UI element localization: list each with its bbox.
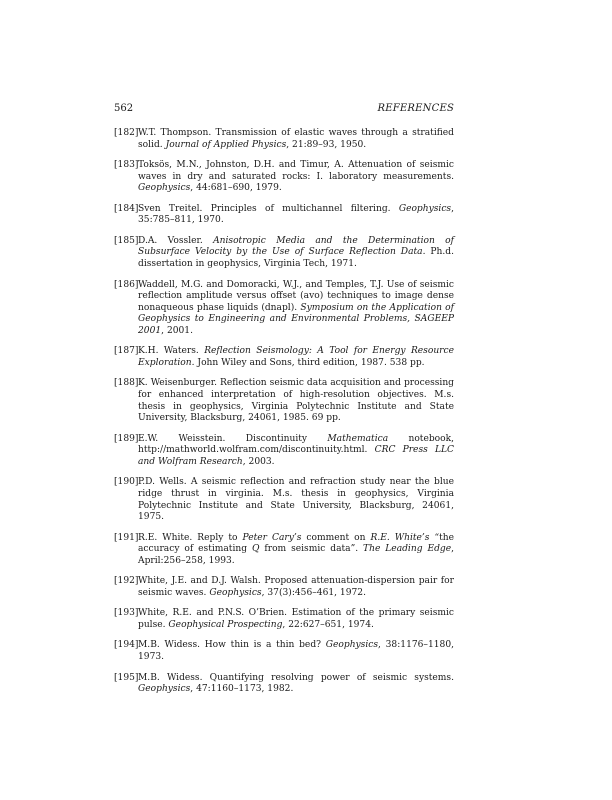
page-header — [114, 103, 454, 117]
reference-italic-segment: Geophysical Prospecting — [168, 619, 283, 630]
reference-segment: White, R.E. and P.N.S. O’Brien. Estimation of the primary seismic pulse. — [138, 608, 454, 630]
reference-entry — [114, 128, 454, 151]
reference-segment: Waddell, M.G. and Domoracki, W.J., and Temples, T.J. Use of seismic reflection amplitude versus offset (avo) techniques to image dense nonaqueous phase liquids (dnapl). — [138, 279, 454, 313]
reference-italic-segment: Symposium on the Application of Geophysics to Engineering and Environmental Problems, SAGEEP 2001 — [138, 302, 454, 336]
reference-number: [193] — [114, 608, 139, 619]
running-head: REFERENCES — [377, 103, 454, 114]
reference-number: [186] — [114, 279, 139, 290]
reference-number: [194] — [114, 640, 139, 651]
reference-segment: Toksös, M.N., Johnston, D.H. and Timur, A. Attenuation of seismic waves in dry and saturated rocks: I. laboratory measurements. — [138, 160, 454, 182]
reference-number: [190] — [114, 477, 139, 488]
reference-segment: . John Wiley and Sons, third edition, 1987. 538 pp. — [191, 357, 425, 368]
reference-italic-segment: CRC Press LLC and Wolfram Research — [138, 445, 454, 467]
reference-italic-segment: Journal of Applied Physics — [165, 139, 287, 150]
reference-list — [114, 128, 454, 705]
reference-text — [138, 280, 454, 338]
reference-number: [191] — [114, 532, 139, 543]
reference-italic-segment: Geophysics — [398, 203, 452, 214]
reference-segment: , 2001. — [161, 325, 193, 336]
reference-segment: M.B. Widess. Quantifying resolving power of seismic systems. — [138, 672, 454, 683]
reference-segment: , 21:89–93, 1950. — [286, 139, 367, 150]
reference-text — [138, 346, 454, 369]
reference-segment: comment on — [301, 532, 371, 543]
reference-text — [138, 128, 454, 151]
reference-segment: . Ph.d. dissertation in geophysics, Virginia Tech, 1971. — [138, 247, 455, 270]
reference-text — [138, 477, 454, 523]
reference-italic-segment: The Leading Edge — [363, 544, 452, 555]
reference-segment: K.H. Waters. — [138, 346, 205, 357]
reference-entry — [114, 346, 454, 369]
reference-text — [138, 576, 454, 599]
reference-italic-segment: Q — [251, 544, 260, 555]
reference-segment: , April:256–258, 1993. — [138, 544, 455, 566]
reference-number: [195] — [114, 672, 139, 683]
reference-text — [138, 640, 454, 663]
reference-entry — [114, 576, 454, 599]
reference-segment: P.D. Wells. A seismic reflection and refraction study near the blue ridge thrust in virginia. M.s. thesis in geophysics, Virginia Polytechnic Institute and State University, Blacksburg, 24061, 1975. — [138, 477, 454, 523]
page-number: 562 — [114, 103, 134, 114]
reference-segment: from seismic data”. — [259, 544, 364, 555]
reference-italic-segment: Geophysics — [138, 183, 191, 194]
reference-entry — [114, 640, 454, 663]
reference-segment: , 35:785–811, 1970. — [138, 203, 454, 226]
reference-entry — [114, 673, 454, 696]
reference-italic-segment: Reflection Seismology: A Tool for Energy Resource Exploration — [138, 346, 454, 368]
reference-segment: W.T. Thompson. Transmission of elastic waves through a stratified solid. — [138, 128, 454, 150]
reference-segment: K. Weisenburger. Reflection seismic data acquisition and processing for enhanced interpretation of high-resolution objectives. M.s. thesis in geophysics, Virginia Polytechnic Institute and State University, Blacksburg, 24061, 1985. 69 pp. — [138, 378, 454, 424]
reference-italic-segment: Geophysics — [325, 640, 379, 651]
reference-italic-segment: R.E. White’s — [370, 532, 430, 543]
reference-entry — [114, 160, 454, 195]
reference-text — [138, 204, 454, 227]
reference-segment: M.B. Widess. How thin is a thin bed? — [138, 640, 326, 651]
reference-text — [138, 378, 454, 424]
reference-segment: , 44:681–690, 1979. — [190, 183, 282, 194]
reference-segment: White, J.E. and D.J. Walsh. Proposed attenuation-dispersion pair for seismic waves. — [138, 576, 454, 598]
reference-number: [184] — [114, 203, 139, 214]
reference-italic-segment: Peter Cary’s — [242, 532, 302, 543]
reference-text — [138, 608, 454, 631]
reference-segment: Sven Treitel. Principles of multichannel filtering. — [138, 203, 399, 214]
reference-number: [187] — [114, 346, 139, 357]
reference-segment: notebook, http://mathworld.wolfram.com/discontinuity.html. — [138, 433, 454, 456]
reference-segment: “the accuracy of estimating — [138, 532, 455, 555]
reference-segment: R.E. White. Reply to — [138, 532, 243, 543]
reference-number: [185] — [114, 235, 139, 246]
reference-entry — [114, 608, 454, 631]
reference-number: [182] — [114, 128, 139, 138]
reference-number: [192] — [114, 576, 139, 587]
reference-text — [138, 160, 454, 195]
reference-entry — [114, 378, 454, 424]
reference-text — [138, 673, 454, 696]
reference-text — [138, 236, 454, 271]
reference-segment: E.W. Weisstein. Discontinuity — [138, 433, 328, 444]
reference-number: [188] — [114, 378, 139, 389]
reference-entry — [114, 204, 454, 227]
reference-segment: , 38:1176–1180, 1973. — [138, 640, 455, 663]
reference-number: [189] — [114, 433, 139, 444]
reference-entry — [114, 236, 454, 271]
reference-segment: D.A. Vossler. — [138, 235, 214, 246]
reference-text — [138, 533, 454, 568]
reference-italic-segment: Geophysics — [138, 684, 191, 695]
reference-number: [183] — [114, 160, 139, 171]
reference-text — [138, 434, 454, 469]
reference-segment: , 22:627–651, 1974. — [282, 619, 374, 630]
reference-italic-segment: Mathematica — [327, 433, 389, 444]
reference-entry — [114, 477, 454, 523]
reference-italic-segment: Anisotropic Media and the Determination of Subsurface Velocity by the Use of Surface Reflection Data — [138, 235, 454, 258]
reference-segment: , 47:1160–1173, 1982. — [190, 684, 294, 695]
reference-segment: , 2003. — [242, 456, 275, 467]
reference-entry — [114, 533, 454, 568]
reference-italic-segment: Geophysics — [209, 587, 262, 598]
reference-segment: , 37(3):456–461, 1972. — [261, 587, 366, 598]
reference-entry — [114, 280, 454, 338]
reference-entry — [114, 434, 454, 469]
